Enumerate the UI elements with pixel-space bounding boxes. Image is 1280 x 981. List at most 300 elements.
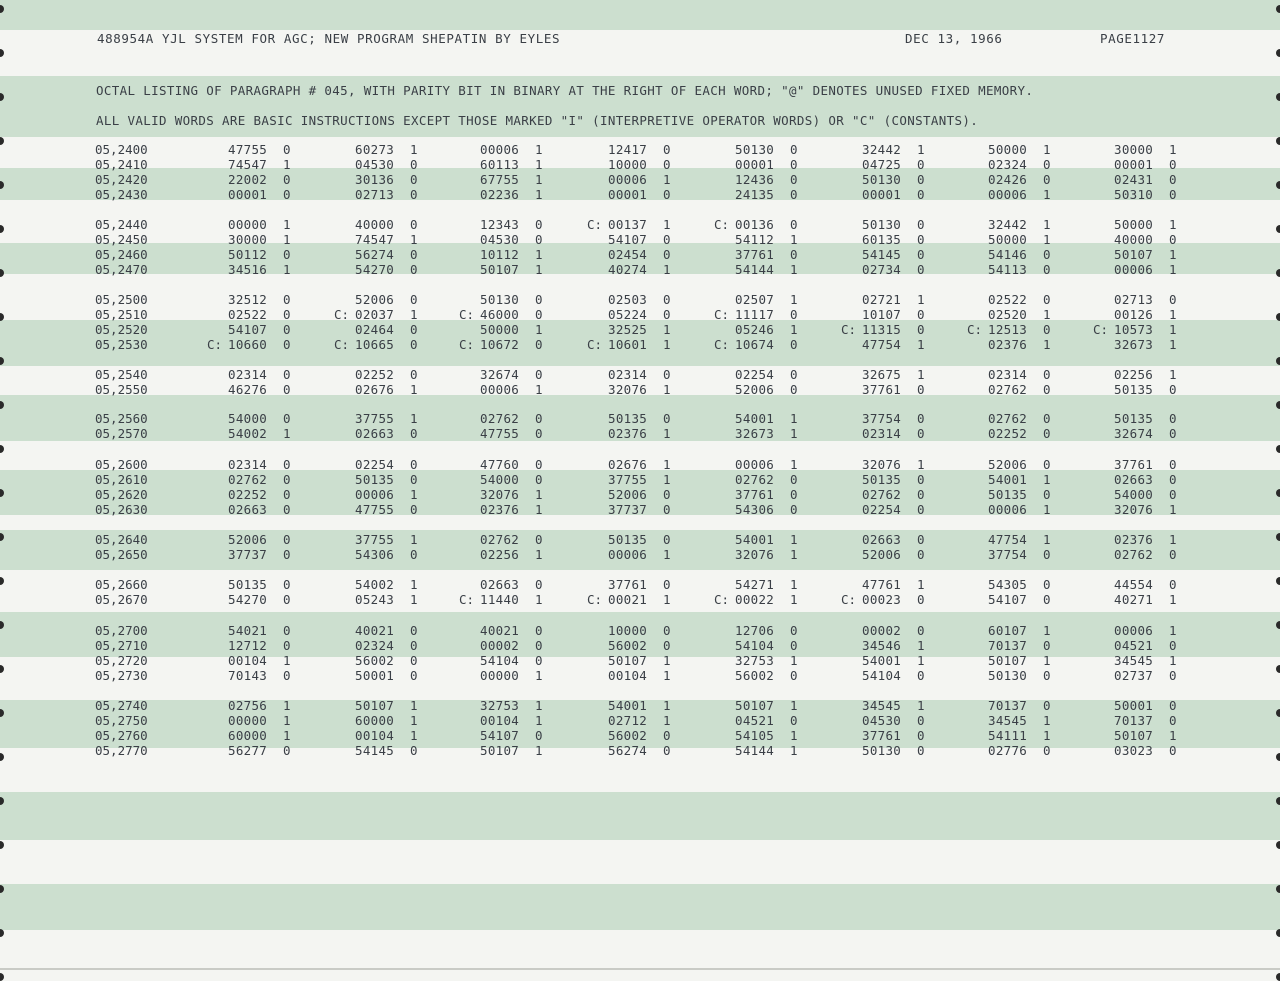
octal-word: 02712 — [608, 713, 648, 728]
parity-bit: 0 — [283, 472, 291, 487]
octal-word: 34516 — [228, 262, 268, 277]
parity-bit: 0 — [663, 142, 671, 157]
word-type-marker: C: — [586, 217, 602, 232]
parity-bit: 0 — [1043, 157, 1051, 172]
word-type-marker: C: — [713, 217, 729, 232]
parity-bit: 0 — [917, 668, 925, 683]
parity-bit: 0 — [790, 668, 798, 683]
row-address: 05,2640 — [95, 532, 148, 547]
parity-bit: 1 — [1169, 367, 1177, 382]
listing-row — [0, 382, 1280, 397]
parity-bit: 1 — [1043, 623, 1051, 638]
parity-bit: 1 — [917, 577, 925, 592]
octal-word: 47754 — [862, 337, 902, 352]
octal-word: 00006 — [355, 487, 395, 502]
octal-word: 54105 — [735, 728, 775, 743]
parity-bit: 1 — [1169, 322, 1177, 337]
parity-bit: 1 — [663, 322, 671, 337]
octal-word: 02254 — [862, 502, 902, 517]
row-address: 05,2560 — [95, 411, 148, 426]
octal-word: 00001 — [228, 187, 268, 202]
parity-bit: 0 — [917, 743, 925, 758]
row-address: 05,2600 — [95, 457, 148, 472]
parity-bit: 0 — [917, 713, 925, 728]
parity-bit: 1 — [1043, 728, 1051, 743]
listing-row — [0, 367, 1280, 382]
parity-bit: 0 — [410, 172, 418, 187]
parity-bit: 0 — [535, 638, 543, 653]
parity-bit: 1 — [1043, 532, 1051, 547]
octal-word: 40000 — [1114, 232, 1154, 247]
octal-word: 32674 — [1114, 426, 1154, 441]
parity-bit: 0 — [283, 457, 291, 472]
octal-word: 00001 — [862, 187, 902, 202]
parity-bit: 0 — [283, 487, 291, 502]
row-address: 05,2760 — [95, 728, 148, 743]
parity-bit: 1 — [790, 743, 798, 758]
octal-word: 54000 — [480, 472, 520, 487]
parity-bit: 0 — [917, 247, 925, 262]
parity-bit: 1 — [1169, 247, 1177, 262]
octal-word: 50130 — [735, 142, 775, 157]
octal-word: 32442 — [988, 217, 1028, 232]
parity-bit: 1 — [663, 653, 671, 668]
parity-bit: 0 — [1169, 411, 1177, 426]
parity-bit: 0 — [663, 307, 671, 322]
word-type-marker: C: — [1092, 322, 1108, 337]
job-title: 488954A YJL SYSTEM FOR AGC; NEW PROGRAM SHEPATIN BY EYLES — [97, 31, 561, 46]
parity-bit: 0 — [1169, 487, 1177, 502]
parity-bit: 0 — [1169, 743, 1177, 758]
parity-bit: 1 — [663, 426, 671, 441]
octal-word: 40274 — [608, 262, 648, 277]
octal-word: 10573 — [1114, 322, 1154, 337]
listing-row — [0, 653, 1280, 668]
parity-bit: 1 — [1043, 472, 1051, 487]
octal-word: 50130 — [862, 172, 902, 187]
octal-word: 54104 — [735, 638, 775, 653]
word-type-marker: C: — [458, 337, 474, 352]
octal-word: 02037 — [355, 307, 395, 322]
parity-bit: 0 — [790, 217, 798, 232]
octal-word: 52006 — [988, 457, 1028, 472]
parity-bit: 1 — [283, 728, 291, 743]
parity-bit: 1 — [410, 532, 418, 547]
octal-word: 32442 — [862, 142, 902, 157]
row-address: 05,2720 — [95, 653, 148, 668]
row-address: 05,2770 — [95, 743, 148, 758]
octal-word: 60273 — [355, 142, 395, 157]
octal-word: 04521 — [735, 713, 775, 728]
parity-bit: 1 — [1043, 217, 1051, 232]
feed-hole — [1276, 973, 1280, 981]
octal-word: 70137 — [988, 638, 1028, 653]
octal-word: 47755 — [228, 142, 268, 157]
octal-word: 54002 — [355, 577, 395, 592]
parity-bit: 1 — [790, 653, 798, 668]
parity-bit: 0 — [410, 743, 418, 758]
parity-bit: 0 — [1169, 457, 1177, 472]
feed-hole — [1276, 357, 1280, 365]
parity-bit: 0 — [535, 577, 543, 592]
feed-hole — [1276, 929, 1280, 937]
parity-bit: 0 — [1169, 187, 1177, 202]
octal-word: 11117 — [735, 307, 775, 322]
parity-bit: 1 — [410, 698, 418, 713]
word-type-marker: C: — [840, 592, 856, 607]
octal-word: 02431 — [1114, 172, 1154, 187]
parity-bit: 0 — [410, 472, 418, 487]
parity-bit: 0 — [1169, 157, 1177, 172]
octal-word: 50107 — [608, 653, 648, 668]
octal-word: 02762 — [228, 472, 268, 487]
parity-bit: 0 — [663, 367, 671, 382]
octal-word: 02721 — [862, 292, 902, 307]
parity-bit: 0 — [663, 577, 671, 592]
parity-bit: 0 — [283, 638, 291, 653]
octal-word: 02737 — [1114, 668, 1154, 683]
octal-word: 32076 — [608, 382, 648, 397]
octal-word: 52006 — [228, 532, 268, 547]
parity-bit: 1 — [535, 698, 543, 713]
octal-word: 02762 — [988, 382, 1028, 397]
octal-word: 32076 — [480, 487, 520, 502]
parity-bit: 0 — [535, 728, 543, 743]
parity-bit: 1 — [410, 728, 418, 743]
octal-word: 50130 — [480, 292, 520, 307]
parity-bit: 1 — [1043, 713, 1051, 728]
octal-word: 56002 — [608, 728, 648, 743]
parity-bit: 0 — [283, 382, 291, 397]
parity-bit: 0 — [283, 547, 291, 562]
parity-bit: 0 — [790, 638, 798, 653]
octal-word: 00001 — [735, 157, 775, 172]
parity-bit: 1 — [410, 142, 418, 157]
parity-bit: 1 — [663, 592, 671, 607]
parity-bit: 1 — [663, 698, 671, 713]
octal-word: 60113 — [480, 157, 520, 172]
parity-bit: 0 — [917, 172, 925, 187]
parity-bit: 1 — [535, 713, 543, 728]
row-address: 05,2730 — [95, 668, 148, 683]
octal-word: 50107 — [480, 743, 520, 758]
parity-bit: 0 — [410, 623, 418, 638]
parity-bit: 0 — [663, 292, 671, 307]
intro-line-1: OCTAL LISTING OF PARAGRAPH # 045, WITH PARITY BIT IN BINARY AT THE RIGHT OF EACH WORD; "@" DENOTES UNUSED FIXED MEMORY. — [96, 83, 1034, 98]
parity-bit: 0 — [663, 232, 671, 247]
parity-bit: 0 — [917, 157, 925, 172]
octal-word: 46000 — [480, 307, 520, 322]
parity-bit: 0 — [1169, 698, 1177, 713]
row-address: 05,2660 — [95, 577, 148, 592]
octal-word: 37761 — [862, 728, 902, 743]
octal-word: 54270 — [228, 592, 268, 607]
octal-word: 50135 — [1114, 411, 1154, 426]
octal-word: 54002 — [228, 426, 268, 441]
parity-bit: 0 — [917, 232, 925, 247]
word-type-marker: C: — [713, 592, 729, 607]
row-address: 05,2610 — [95, 472, 148, 487]
parity-bit: 0 — [663, 187, 671, 202]
feed-hole — [0, 973, 4, 981]
octal-word: 02676 — [608, 457, 648, 472]
octal-word: 00001 — [1114, 157, 1154, 172]
parity-bit: 0 — [1043, 382, 1051, 397]
octal-word: 04725 — [862, 157, 902, 172]
word-type-marker: C: — [840, 322, 856, 337]
word-type-marker: C: — [206, 337, 222, 352]
octal-word: 22002 — [228, 172, 268, 187]
octal-word: 50107 — [1114, 728, 1154, 743]
row-address: 05,2510 — [95, 307, 148, 322]
row-address: 05,2630 — [95, 502, 148, 517]
parity-bit: 0 — [1043, 668, 1051, 683]
listing-row — [0, 577, 1280, 592]
parity-bit: 1 — [663, 472, 671, 487]
parity-bit: 1 — [283, 232, 291, 247]
octal-word: 54001 — [735, 532, 775, 547]
octal-word: 54145 — [862, 247, 902, 262]
parity-bit: 1 — [535, 142, 543, 157]
parity-bit: 0 — [1169, 382, 1177, 397]
parity-bit: 0 — [917, 487, 925, 502]
octal-word: 10660 — [228, 337, 268, 352]
octal-word: 10601 — [608, 337, 648, 352]
parity-bit: 0 — [917, 728, 925, 743]
parity-bit: 0 — [283, 247, 291, 262]
octal-word: 02252 — [988, 426, 1028, 441]
octal-word: 02503 — [608, 292, 648, 307]
octal-word: 37761 — [862, 382, 902, 397]
octal-word: 56274 — [608, 743, 648, 758]
octal-word: 00104 — [608, 668, 648, 683]
octal-word: 05243 — [355, 592, 395, 607]
octal-word: 60135 — [862, 232, 902, 247]
octal-word: 50310 — [1114, 187, 1154, 202]
parity-bit: 0 — [283, 532, 291, 547]
parity-bit: 0 — [790, 367, 798, 382]
listing-row — [0, 322, 1280, 337]
octal-word: 10674 — [735, 337, 775, 352]
word-type-marker: C: — [458, 307, 474, 322]
octal-word: 50001 — [355, 668, 395, 683]
parity-bit: 0 — [1043, 411, 1051, 426]
octal-word: 50000 — [480, 322, 520, 337]
octal-word: 74547 — [355, 232, 395, 247]
parity-bit: 0 — [790, 142, 798, 157]
parity-bit: 0 — [1169, 232, 1177, 247]
octal-word: 54145 — [355, 743, 395, 758]
parity-bit: 0 — [663, 487, 671, 502]
octal-word: 40271 — [1114, 592, 1154, 607]
octal-word: 50107 — [480, 262, 520, 277]
parity-bit: 1 — [1169, 592, 1177, 607]
parity-bit: 1 — [535, 247, 543, 262]
parity-bit: 1 — [1043, 142, 1051, 157]
parity-bit: 0 — [535, 457, 543, 472]
parity-bit: 0 — [663, 743, 671, 758]
octal-word: 02507 — [735, 292, 775, 307]
parity-bit: 1 — [790, 728, 798, 743]
octal-word: 32673 — [735, 426, 775, 441]
parity-bit: 1 — [790, 577, 798, 592]
octal-word: 00126 — [1114, 307, 1154, 322]
row-address: 05,2400 — [95, 142, 148, 157]
parity-bit: 1 — [1043, 502, 1051, 517]
octal-word: 47754 — [988, 532, 1028, 547]
row-address: 05,2620 — [95, 487, 148, 502]
listing-row — [0, 547, 1280, 562]
octal-word: 37755 — [355, 411, 395, 426]
octal-word: 02663 — [1114, 472, 1154, 487]
parity-bit: 1 — [283, 217, 291, 232]
octal-word: 32673 — [1114, 337, 1154, 352]
parity-bit: 0 — [790, 487, 798, 502]
octal-word: 02254 — [735, 367, 775, 382]
octal-word: 50135 — [355, 472, 395, 487]
octal-word: 37737 — [228, 547, 268, 562]
octal-word: 02236 — [480, 187, 520, 202]
feed-hole — [1276, 797, 1280, 805]
parity-bit: 0 — [410, 502, 418, 517]
octal-word: 02663 — [862, 532, 902, 547]
parity-bit: 1 — [535, 322, 543, 337]
parity-bit: 0 — [917, 411, 925, 426]
octal-word: 04530 — [480, 232, 520, 247]
row-address: 05,2410 — [95, 157, 148, 172]
parity-bit: 1 — [535, 592, 543, 607]
parity-bit: 0 — [410, 322, 418, 337]
word-type-marker: C: — [586, 337, 602, 352]
octal-word: 02734 — [862, 262, 902, 277]
octal-word: 54270 — [355, 262, 395, 277]
octal-word: 60000 — [355, 713, 395, 728]
octal-word: 32512 — [228, 292, 268, 307]
octal-word: 32753 — [480, 698, 520, 713]
octal-word: 02762 — [862, 487, 902, 502]
octal-word: 50135 — [862, 472, 902, 487]
parity-bit: 1 — [283, 262, 291, 277]
listing-row — [0, 728, 1280, 743]
octal-word: 52006 — [735, 382, 775, 397]
feed-hole — [1276, 5, 1280, 13]
octal-word: 37761 — [735, 487, 775, 502]
octal-word: 24135 — [735, 187, 775, 202]
listing-row — [0, 187, 1280, 202]
octal-word: 00136 — [735, 217, 775, 232]
parity-bit: 1 — [790, 547, 798, 562]
parity-bit: 0 — [535, 653, 543, 668]
octal-word: 50135 — [608, 411, 648, 426]
parity-bit: 0 — [283, 292, 291, 307]
octal-word: 50135 — [1114, 382, 1154, 397]
octal-word: 40021 — [355, 623, 395, 638]
octal-word: 02256 — [1114, 367, 1154, 382]
parity-bit: 0 — [283, 623, 291, 638]
parity-bit: 0 — [283, 743, 291, 758]
parity-bit: 0 — [663, 502, 671, 517]
octal-word: 04530 — [355, 157, 395, 172]
parity-bit: 1 — [917, 292, 925, 307]
octal-word: 52006 — [355, 292, 395, 307]
octal-word: 50135 — [988, 487, 1028, 502]
listing-row — [0, 713, 1280, 728]
parity-bit: 1 — [410, 411, 418, 426]
octal-word: 50112 — [228, 247, 268, 262]
parity-bit: 0 — [1169, 668, 1177, 683]
octal-word: 34546 — [862, 638, 902, 653]
parity-bit: 1 — [535, 547, 543, 562]
octal-word: 56274 — [355, 247, 395, 262]
row-address: 05,2570 — [95, 426, 148, 441]
parity-bit: 1 — [535, 502, 543, 517]
octal-word: 02756 — [228, 698, 268, 713]
parity-bit: 0 — [535, 232, 543, 247]
parity-bit: 0 — [535, 292, 543, 307]
octal-word: 00137 — [608, 217, 648, 232]
listing-row — [0, 172, 1280, 187]
listing-row — [0, 638, 1280, 653]
parity-bit: 1 — [1169, 728, 1177, 743]
parity-bit: 0 — [283, 172, 291, 187]
octal-word: 00001 — [608, 187, 648, 202]
parity-bit: 1 — [283, 653, 291, 668]
parity-bit: 0 — [283, 411, 291, 426]
octal-word: 02522 — [228, 307, 268, 322]
octal-word: 00000 — [228, 217, 268, 232]
parity-bit: 1 — [917, 653, 925, 668]
parity-bit: 1 — [917, 142, 925, 157]
parity-bit: 0 — [1043, 426, 1051, 441]
parity-bit: 1 — [535, 157, 543, 172]
listing-row — [0, 337, 1280, 352]
octal-word: 52006 — [862, 547, 902, 562]
parity-bit: 0 — [1043, 172, 1051, 187]
octal-word: 50001 — [1114, 698, 1154, 713]
octal-word: 10112 — [480, 247, 520, 262]
octal-word: 50107 — [355, 698, 395, 713]
octal-word: 02713 — [1114, 292, 1154, 307]
octal-word: 02676 — [355, 382, 395, 397]
parity-bit: 1 — [1169, 307, 1177, 322]
octal-word: 32675 — [862, 367, 902, 382]
listing-row — [0, 157, 1280, 172]
parity-bit: 0 — [917, 623, 925, 638]
octal-word: 54001 — [735, 411, 775, 426]
parity-bit: 1 — [790, 457, 798, 472]
parity-bit: 1 — [790, 698, 798, 713]
parity-bit: 1 — [790, 532, 798, 547]
parity-bit: 1 — [790, 322, 798, 337]
parity-bit: 0 — [283, 502, 291, 517]
parity-bit: 1 — [535, 668, 543, 683]
octal-word: 03023 — [1114, 743, 1154, 758]
octal-word: 02776 — [988, 743, 1028, 758]
parity-bit: 0 — [1043, 262, 1051, 277]
parity-bit: 1 — [790, 292, 798, 307]
parity-bit: 0 — [790, 307, 798, 322]
octal-word: 47761 — [862, 577, 902, 592]
octal-word: 32753 — [735, 653, 775, 668]
octal-word: 56002 — [355, 653, 395, 668]
row-address: 05,2500 — [95, 292, 148, 307]
parity-bit: 1 — [663, 337, 671, 352]
page-number: PAGE1127 — [1100, 31, 1166, 46]
listing-row — [0, 668, 1280, 683]
octal-word: 67755 — [480, 172, 520, 187]
parity-bit: 0 — [917, 502, 925, 517]
parity-bit: 0 — [790, 172, 798, 187]
